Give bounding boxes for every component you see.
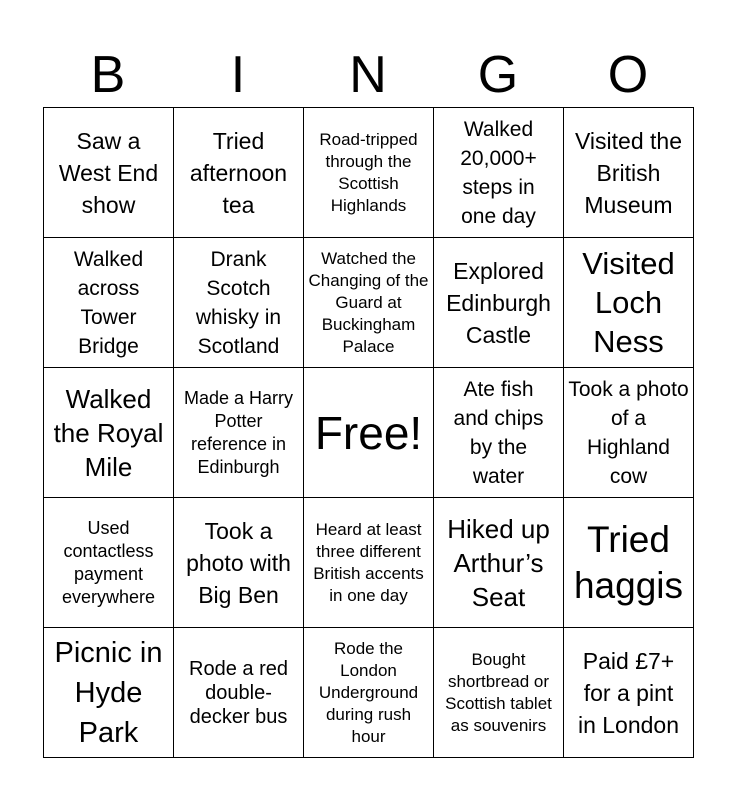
bingo-cell[interactable] <box>174 108 304 238</box>
bingo-cell[interactable] <box>434 238 564 368</box>
cell-text: Rode the London Underground during rush hour <box>318 638 419 746</box>
bingo-cell[interactable] <box>434 368 564 498</box>
cell-text: Drank Scotch whisky in Scotland <box>195 247 282 358</box>
cell-text: Saw a West End show <box>58 127 159 218</box>
cell-text: Tried haggis <box>573 518 684 606</box>
cell-text: Ate fish and chips by the water <box>453 377 544 488</box>
cell-text: Took a photo of a Highland cow <box>568 377 689 488</box>
cell-text: Took a photo with Big Ben <box>186 517 291 608</box>
bingo-cell[interactable] <box>304 238 434 368</box>
header-letter-o: O <box>607 46 649 104</box>
bingo-cell[interactable] <box>434 498 564 628</box>
bingo-cell-free[interactable] <box>304 368 434 498</box>
cell-text: Hiked up Arthur’s Seat <box>447 513 550 612</box>
cell-text: Walked the Royal Mile <box>53 383 164 482</box>
bingo-cell[interactable] <box>564 238 694 368</box>
bingo-cell[interactable] <box>564 368 694 498</box>
bingo-cell[interactable] <box>304 628 434 758</box>
bingo-board <box>43 107 694 758</box>
bingo-cell[interactable] <box>44 498 174 628</box>
cell-text: Tried afternoon tea <box>189 127 288 218</box>
header-letter-b: B <box>90 46 126 104</box>
bingo-cell[interactable] <box>44 628 174 758</box>
bingo-cell[interactable] <box>174 628 304 758</box>
cell-text: Watched the Changing of the Guard at Buckingham Palace <box>308 248 429 356</box>
cell-text: Bought shortbread or Scottish tablet as souvenirs <box>445 649 552 735</box>
cell-text: Walked across Tower Bridge <box>73 247 144 358</box>
header-letter-g: G <box>477 46 519 104</box>
cell-text: Visited Loch Ness <box>582 246 675 359</box>
bingo-cell[interactable] <box>434 108 564 238</box>
bingo-cell[interactable] <box>44 238 174 368</box>
free-space-text: Free! <box>314 406 423 459</box>
cell-text: Paid £7+ for a pint in London <box>577 647 680 738</box>
bingo-cell[interactable] <box>564 498 694 628</box>
bingo-cell[interactable] <box>304 498 434 628</box>
cell-text: Explored Edinburgh Castle <box>446 257 551 348</box>
cell-text: Walked 20,000+ steps in one day <box>460 117 537 228</box>
bingo-cell[interactable] <box>174 368 304 498</box>
cell-text: Used contactless payment everywhere <box>61 517 156 607</box>
cell-text: Picnic in Hyde Park <box>54 636 163 749</box>
cell-text: Heard at least three different British accents in one day <box>313 519 424 605</box>
cell-text: Rode a red double-decker bus <box>189 657 288 728</box>
bingo-cell[interactable] <box>434 628 564 758</box>
bingo-header <box>43 44 693 106</box>
bingo-cell[interactable] <box>44 368 174 498</box>
header-letter-i: I <box>230 46 246 104</box>
bingo-cell[interactable] <box>44 108 174 238</box>
bingo-cell[interactable] <box>174 498 304 628</box>
bingo-cell[interactable] <box>564 628 694 758</box>
bingo-cell[interactable] <box>304 108 434 238</box>
header-letter-n: N <box>349 46 387 104</box>
cell-text: Visited the British Museum <box>575 127 682 218</box>
cell-text: Road-tripped through the Scottish Highlands <box>319 129 418 215</box>
bingo-cell[interactable] <box>564 108 694 238</box>
bingo-cell[interactable] <box>174 238 304 368</box>
cell-text: Made a Harry Potter reference in Edinburgh <box>183 387 294 477</box>
